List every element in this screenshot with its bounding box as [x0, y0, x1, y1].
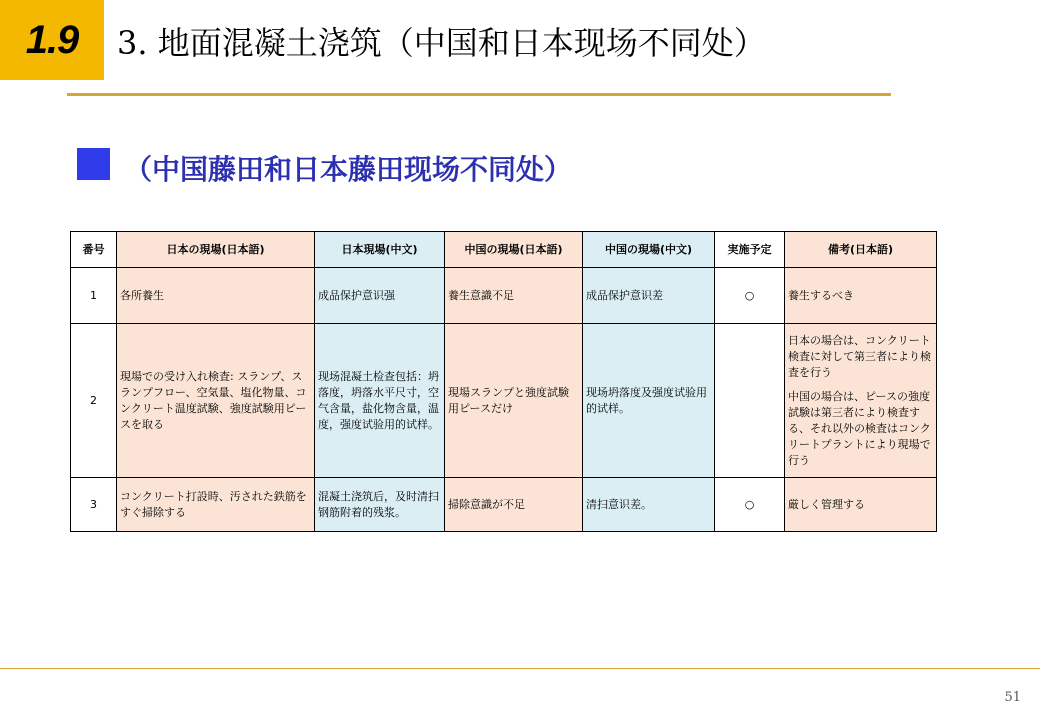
- header-cell: 中国の現場(日本語): [445, 232, 583, 268]
- square-bullet-icon: [77, 148, 110, 180]
- header-cell: 実施予定: [715, 232, 785, 268]
- jp-site-jp-cell: 現場での受け入れ検査: スランプ、スランプフロー、空気量、塩化物量、コンクリート温度試験、強度試験用ピースを取る: [117, 324, 315, 478]
- slide-title: 3. 地面混凝土浇筑（中国和日本现场不同处）: [117, 24, 766, 62]
- header-cell: 備考(日本語): [785, 232, 937, 268]
- note-paragraph: 中国の場合は、ピースの強度試験は第三者により検査する、それ以外の検査はコンクリートプラントにより現場で行う: [788, 389, 931, 467]
- note-cell: [785, 324, 937, 478]
- table-header-row: [71, 232, 937, 268]
- note-paragraph: 日本の場合は、コンクリート検査に対して第三者により検査を行う: [788, 333, 931, 379]
- section-badge: [0, 0, 104, 80]
- jp-site-jp-cell: コンクリート打設時、汚された鉄筋をすぐ掃除する: [117, 478, 315, 532]
- cn-site-jp-cell: 現場スランプと強度試験用ピースだけ: [445, 324, 583, 478]
- header-cell: 日本の現場(日本語): [117, 232, 315, 268]
- row-number: 2: [71, 324, 117, 478]
- jp-site-cn-cell: 混凝土浇筑后，及时清扫钢筋附着的残浆。: [315, 478, 445, 532]
- header-cell: 番号: [71, 232, 117, 268]
- plan-cell: ○: [715, 268, 785, 324]
- plan-cell: [715, 324, 785, 478]
- row-number: 3: [71, 478, 117, 532]
- header-cell: 日本現場(中文): [315, 232, 445, 268]
- cn-site-jp-cell: 掃除意識が不足: [445, 478, 583, 532]
- table-row: [71, 324, 937, 478]
- header-cell: 中国の現場(中文): [583, 232, 715, 268]
- row-number: 1: [71, 268, 117, 324]
- table-row: [71, 268, 937, 324]
- note-cell: 養生するべき: [785, 268, 937, 324]
- plan-cell: ○: [715, 478, 785, 532]
- cn-site-jp-cell: 養生意識不足: [445, 268, 583, 324]
- comparison-table: [70, 231, 937, 532]
- table-row: [71, 478, 937, 532]
- note-cell: 厳しく管理する: [785, 478, 937, 532]
- jp-site-cn-cell: 成品保护意识强: [315, 268, 445, 324]
- cn-site-cn-cell: 成品保护意识差: [583, 268, 715, 324]
- cn-site-cn-cell: 现场坍落度及强度试验用的试样。: [583, 324, 715, 478]
- title-underline: [67, 93, 891, 96]
- cn-site-cn-cell: 清扫意识差。: [583, 478, 715, 532]
- footer-rule: [0, 668, 1040, 669]
- jp-site-cn-cell: 现场混凝土检查包括：坍落度，坍落水平尺寸，空气含量，盐化物含量，温度，强度试验用的试样。: [315, 324, 445, 478]
- section-number: 1.9: [25, 17, 79, 62]
- page-number: 51: [1004, 690, 1021, 705]
- jp-site-jp-cell: 各所養生: [117, 268, 315, 324]
- subtitle: （中国藤田和日本藤田现场不同处）: [124, 153, 573, 186]
